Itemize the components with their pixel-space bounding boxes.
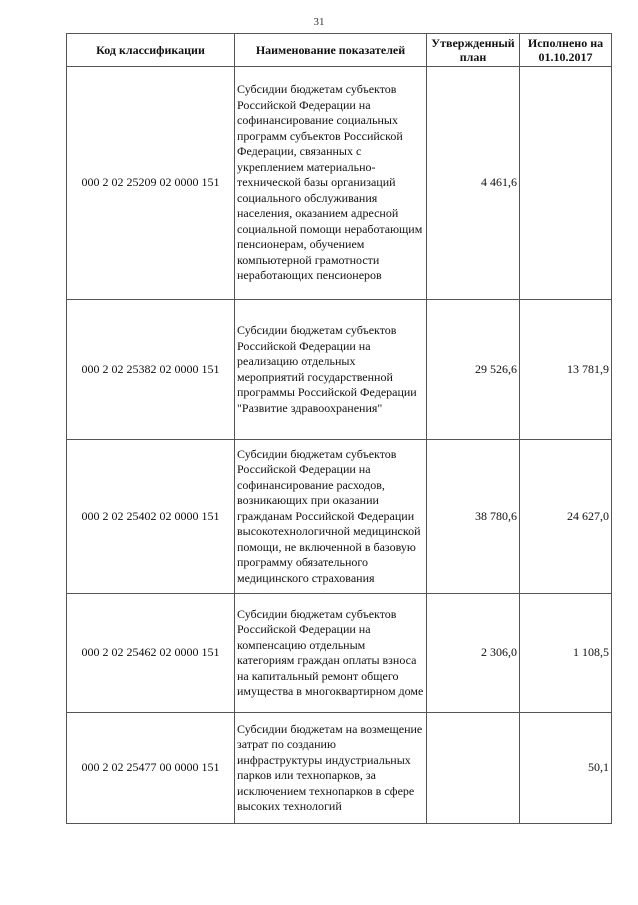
row-code: 000 2 02 25209 02 0000 151 — [67, 67, 235, 300]
header-code: Код классификации — [67, 34, 235, 67]
row-done: 50,1 — [520, 713, 612, 824]
row-name: Субсидии бюджетам субъектов Российской Федерации на компенсацию отдельным категориям граждан оплаты взноса на капитальный ремонт общего имущества в многоквартирном доме — [235, 594, 427, 713]
table-row — [67, 300, 612, 440]
row-done — [520, 67, 612, 300]
row-plan: 29 526,6 — [427, 300, 520, 440]
row-plan: 38 780,6 — [427, 440, 520, 594]
row-plan: 2 306,0 — [427, 594, 520, 713]
table-row — [67, 594, 612, 713]
row-name: Субсидии бюджетам на возмещение затрат по созданию инфраструктуры индустриальных парков или технопарков, за исключением технопарков в сфере высоких технологий — [235, 713, 427, 824]
row-name: Субсидии бюджетам субъектов Российской Федерации на софинансирование расходов, возникающих при оказании гражданам Российской Федерации высокотехнологичной медицинской помощи, не включенной в базовую программу обязательного медицинского страхования — [235, 440, 427, 594]
row-code: 000 2 02 25382 02 0000 151 — [67, 300, 235, 440]
header-name: Наименование показателей — [235, 34, 427, 67]
page-number: 31 — [313, 16, 325, 28]
row-code: 000 2 02 25477 00 0000 151 — [67, 713, 235, 824]
row-done: 1 108,5 — [520, 594, 612, 713]
row-done: 24 627,0 — [520, 440, 612, 594]
table-row — [67, 67, 612, 300]
header-plan: Утвержденный план — [427, 34, 520, 67]
row-code: 000 2 02 25402 02 0000 151 — [67, 440, 235, 594]
row-plan — [427, 713, 520, 824]
table-row — [67, 440, 612, 594]
header-done: Исполнено на 01.10.2017 — [520, 34, 612, 67]
row-code: 000 2 02 25462 02 0000 151 — [67, 594, 235, 713]
row-name: Субсидии бюджетам субъектов Российской Федерации на реализацию отдельных мероприятий государственной программы Российской Федерации "Развитие здравоохранения" — [235, 300, 427, 440]
row-name: Субсидии бюджетам субъектов Российской Федерации на софинансирование социальных программ субъектов Российской Федерации, связанных с укреплением материально-технической базы организаций социального обслуживания населения, оказанием адресной социальной помощи неработающим пенсионерам, обучением компьютерной грамотности неработающих пенсионеров — [235, 67, 427, 300]
budget-table — [66, 33, 612, 824]
row-plan: 4 461,6 — [427, 67, 520, 300]
table-row — [67, 713, 612, 824]
table-header-row — [67, 34, 612, 67]
row-done: 13 781,9 — [520, 300, 612, 440]
